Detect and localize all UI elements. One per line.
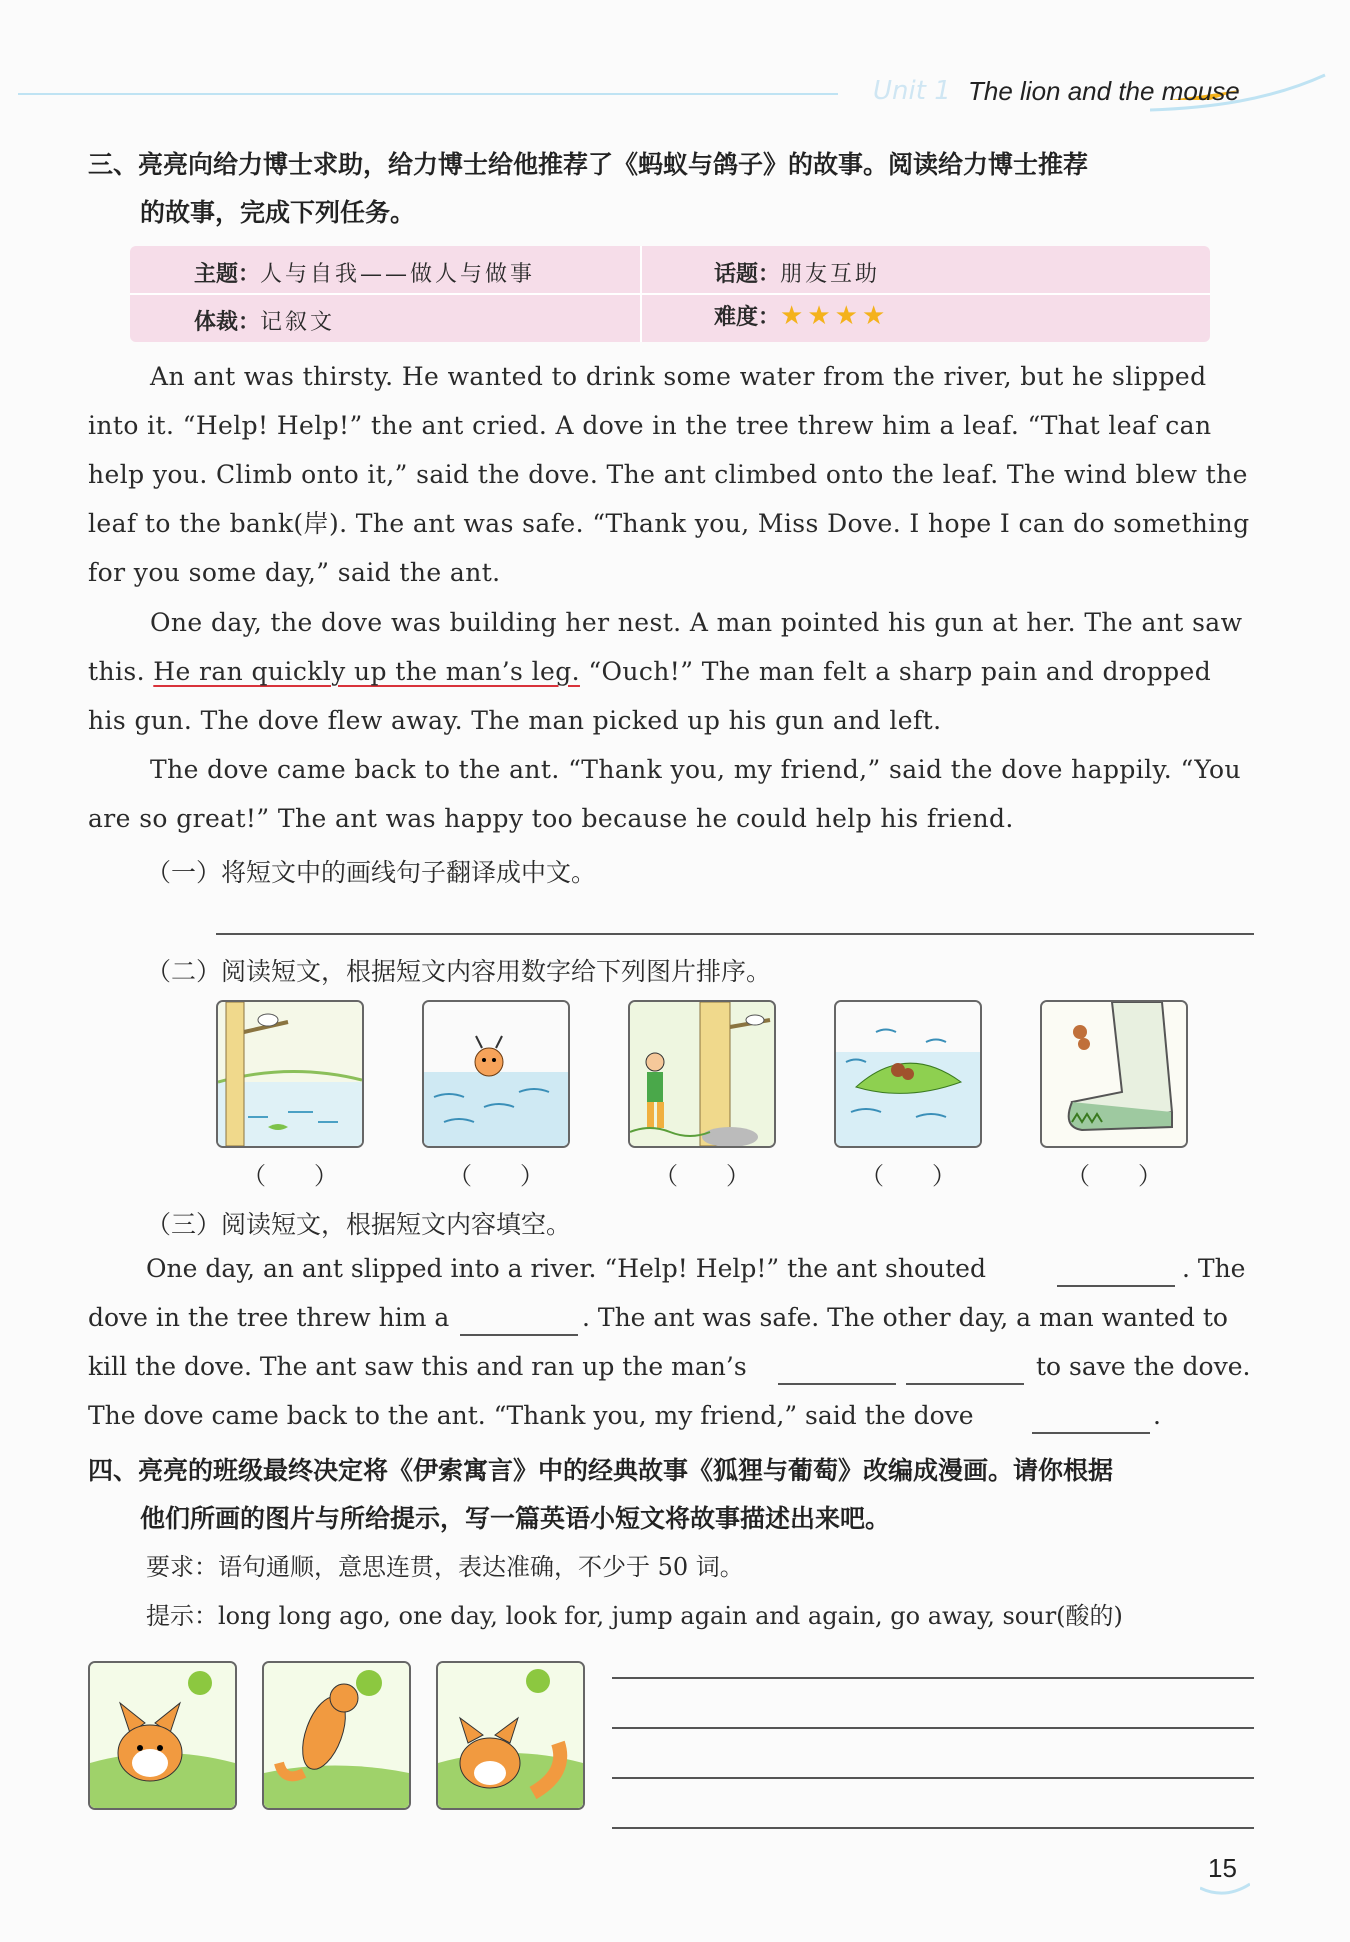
order-answer-4[interactable]: （ ） [860, 1162, 956, 1190]
passage-paragraph-1: An ant was thirsty. He wanted to drink some water from the river, but he slipped into it. “Help! Help!” the ant cried. A dove in the tree threw him a leaf. “That leaf can help you. Climb onto it,” said the dove. The ant climbed onto the leaf. The wind blew the leaf to the bank(岸). The ant was safe. “Thank you, Miss Dove. I hope I can do something for you some day,” said the ant. [88, 362, 1250, 587]
picture-4 [834, 1000, 982, 1148]
section4-title-line1: 四、亮亮的班级最终决定将《伊索寓言》中的经典故事《狐狸与葡萄》改编成漫画。请你根据 [88, 1456, 1114, 1485]
fox-jumping-icon [264, 1663, 409, 1808]
page-number: 15 [1208, 1853, 1237, 1883]
fill-blank-3a[interactable] [778, 1383, 896, 1385]
star-icon: ★ [861, 301, 886, 331]
picture-1 [216, 1000, 364, 1148]
writing-line-4[interactable] [612, 1827, 1254, 1829]
theme-key: 主题： [194, 262, 261, 287]
writing-hint: 提示：long long ago, one day, look for, jump again and again, go away, sour(酸的) [146, 1602, 1123, 1630]
fill-line-1a: One day, an ant slipped into a river. “Help! Help!” the ant shouted [146, 1254, 986, 1283]
fill-line-3a: kill the dove. The ant saw this and ran up the man’s [88, 1352, 747, 1381]
question-2: （二）阅读短文，根据短文内容用数字给下列图片排序。 [146, 957, 772, 986]
ant-on-leaf-icon [836, 1002, 980, 1146]
star-icon: ★ [834, 301, 858, 331]
ant-drowning-icon [424, 1002, 568, 1146]
fox-picture-1 [88, 1661, 237, 1810]
fox-looking-icon [90, 1663, 235, 1808]
writing-line-2[interactable] [612, 1727, 1254, 1729]
topic-key: 话题： [714, 262, 781, 287]
order-answer-5[interactable]: （ ） [1066, 1162, 1162, 1190]
topic-value: 朋友互助 [780, 262, 881, 287]
passage-paragraph-2: One day, the dove was building her nest. A man pointed his gun at her. The ant saw this. He ran quickly up the man’s leg. “Ouch!” The man felt a sharp pain and dropped his gun. The dove flew away. The man picked up his gun and left. [88, 608, 1243, 735]
order-answer-2[interactable]: （ ） [448, 1162, 544, 1190]
man-under-tree-icon [630, 1002, 774, 1146]
underlined-sentence: He ran quickly up the man’s leg. [153, 657, 580, 686]
genre-key: 体裁： [194, 310, 261, 335]
header-rule [18, 93, 838, 95]
picture-5 [1040, 1000, 1188, 1148]
fill-blank-2[interactable] [460, 1334, 578, 1336]
difficulty-stars [780, 301, 889, 331]
fox-leaving-icon [438, 1663, 583, 1808]
writing-requirement: 要求：语句通顺，意思连贯，表达准确，不少于 50 词。 [146, 1553, 744, 1581]
writing-line-3[interactable] [612, 1777, 1254, 1779]
fill-line-1b: . The [1182, 1254, 1246, 1283]
star-icon: ★ [780, 301, 804, 331]
fill-blank-1[interactable] [1057, 1285, 1175, 1287]
fill-line-2b: . The ant was safe. The other day, a man wanted to [582, 1303, 1228, 1332]
question-3: （三）阅读短文，根据短文内容填空。 [146, 1210, 572, 1239]
question-1: （一）将短文中的画线句子翻译成中文。 [146, 858, 597, 887]
fox-picture-3 [436, 1661, 585, 1810]
section3-title-line1: 三、亮亮向给力博士求助，给力博士给他推荐了《蚂蚁与鸽子》的故事。阅读给力博士推荐 [88, 150, 1089, 179]
unit-title: The lion and the mouse [968, 76, 1240, 106]
info-table [130, 246, 1210, 342]
fox-picture-2 [262, 1661, 411, 1810]
fill-line-4b: . [1153, 1401, 1161, 1430]
section4-title-line2: 他们所画的图片与所给提示，写一篇英语小短文将故事描述出来吧。 [140, 1504, 891, 1533]
ant-on-leg-icon [1042, 1002, 1186, 1146]
writing-line-1[interactable] [612, 1677, 1254, 1679]
fill-blank-3b[interactable] [906, 1383, 1024, 1385]
difficulty-key: 难度： [714, 305, 781, 330]
order-answer-3[interactable]: （ ） [654, 1162, 750, 1190]
passage-paragraph-3: The dove came back to the ant. “Thank you, my friend,” said the dove happily. “You are so great!” The ant was happy too because he could help his friend. [88, 755, 1242, 833]
picture-3 [628, 1000, 776, 1148]
fill-line-2a: dove in the tree threw him a [88, 1303, 450, 1332]
section3-title-line2: 的故事，完成下列任务。 [140, 198, 416, 227]
fill-blank-4[interactable] [1032, 1432, 1150, 1434]
star-icon: ★ [807, 301, 831, 331]
translation-answer-line[interactable] [216, 933, 1254, 935]
genre-value: 记叙文 [260, 310, 336, 335]
theme-value: 人与自我——做人与做事 [260, 262, 536, 287]
page-number-swoosh-icon [1200, 1880, 1250, 1900]
unit-label: Unit 1 [873, 76, 951, 106]
picture-2 [422, 1000, 570, 1148]
order-answer-1[interactable]: （ ） [242, 1162, 338, 1190]
fill-line-4a: The dove came back to the ant. “Thank you, my friend,” said the dove [88, 1401, 974, 1430]
fill-line-3b: to save the dove. [1036, 1352, 1251, 1381]
tree-dove-river-icon [218, 1002, 362, 1146]
